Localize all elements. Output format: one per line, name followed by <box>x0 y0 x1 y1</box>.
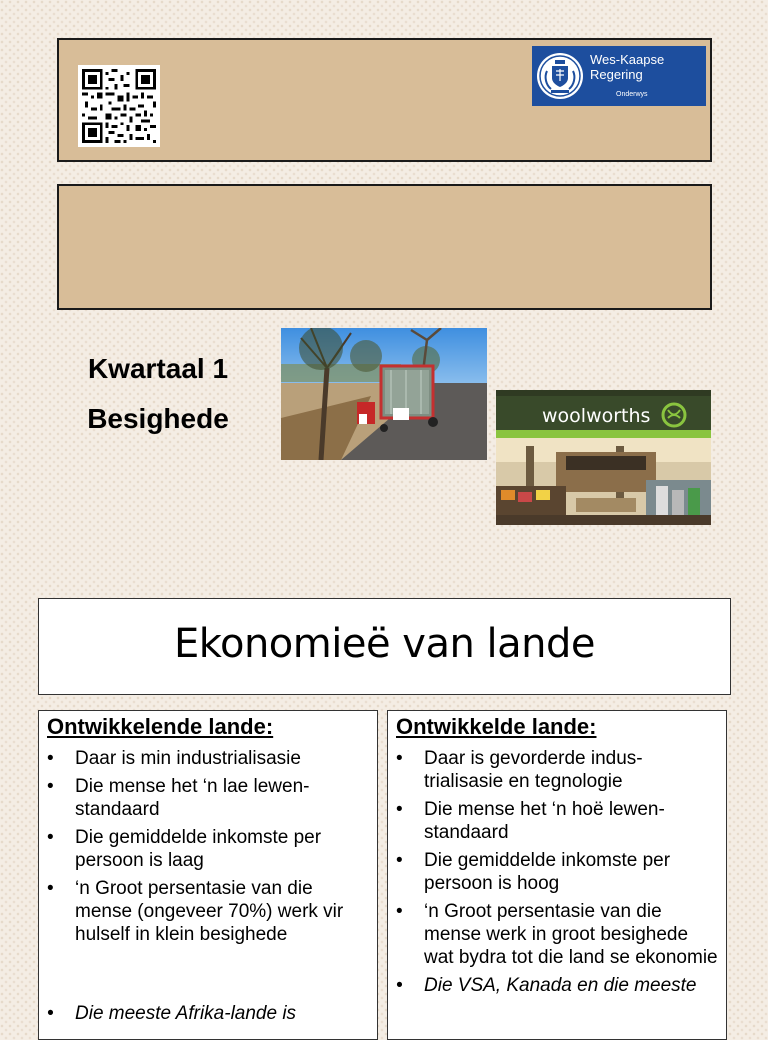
header-panel <box>57 38 712 162</box>
developed-countries-column <box>387 710 727 1040</box>
supermarket-photo <box>496 390 711 525</box>
list-item: • Die mense het ‘n lae lewen-standaard <box>47 775 369 821</box>
list-item: • Daar is min industrialisasie <box>47 747 369 770</box>
list-item: • ‘n Groot persentasie van die mense (ongeveer 70%) werk vir hulself in klein besighede <box>47 877 369 946</box>
store-sign-text: woolworths <box>542 405 651 427</box>
subject-title: Besighede <box>87 403 229 434</box>
developing-countries-column <box>38 710 378 1040</box>
trailer-stall-photo <box>281 328 487 460</box>
logo-line-1: Wes-Kaapse <box>590 52 665 67</box>
list-item: • Die mense het ‘n hoë lewen-standaard <box>396 798 718 844</box>
list-item: • Die VSA, Kanada en die meeste <box>396 974 718 997</box>
logo-line-3: Onderwys <box>616 91 648 98</box>
list-item: • Daar is gevorderde indus-trialisasie en tegnologie <box>396 747 718 793</box>
blank-panel <box>57 184 712 310</box>
slide-heading-box <box>38 598 731 695</box>
slide-heading: Ekonomieë van lande <box>173 621 596 667</box>
list-item: • Die meeste Afrika-lande is <box>47 1002 369 1025</box>
qr-code-icon[interactable] <box>78 65 160 147</box>
developed-countries-list <box>396 747 718 1002</box>
list-item: • Die gemiddelde inkomste per persoon is hoog <box>396 849 718 895</box>
western-cape-government-logo <box>532 46 706 106</box>
developing-countries-heading: Ontwikkelende lande: <box>47 714 274 739</box>
logo-line-2: Regering <box>590 67 643 82</box>
list-item: • ‘n Groot persentasie van die mense werk in groot besighede wat bydra tot die land se ekonomie <box>396 900 718 969</box>
term-title: Kwartaal 1 <box>87 353 229 384</box>
developing-countries-list <box>47 747 369 1030</box>
developed-countries-heading: Ontwikkelde lande: <box>396 714 597 739</box>
coat-of-arms-icon <box>535 49 585 103</box>
list-item: • Die gemiddelde inkomste per persoon is laag <box>47 826 369 872</box>
